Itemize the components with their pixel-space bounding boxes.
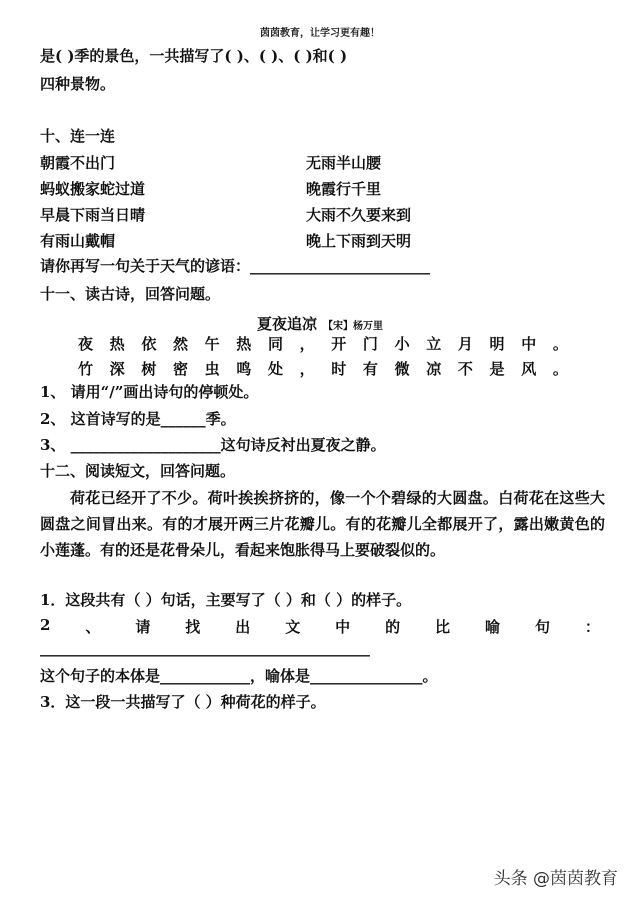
poem-char: 风 [521,360,537,378]
reading-paragraph: 荷花已经开了不少。荷叶挨挨挤挤的，像一个个碧绿的大圆盘。白荷花在这些大圆盘之间冒出来。有的才展开两三片花瓣儿。有的花瓣儿全都展开了，露出嫩黄色的小莲蓬。有的还是花骨朵儿，看起来饱胀得马上要破裂似的。 [40,489,605,559]
q2-char: 出 [235,618,251,636]
watermark: 头条 @茵茵教育 [493,869,618,889]
poem-char: 是 [489,360,505,378]
poem-char: 不 [457,360,473,378]
section-10-title: 十、连一连 [40,127,116,145]
intro-line-1: 是( )季的景色，一共描写了( )、( )、( )和( ) [40,47,348,65]
poem-char: 。 [552,360,568,378]
poem-question-3: 3、 ____________________这句诗反衬出夏夜之静。 [40,436,386,454]
poem-char: 门 [362,335,378,353]
poem-char: 夜 [78,335,94,353]
intro-line-2: 四种景物。 [40,75,116,93]
reading-question-1: 1．这段共有（ ）句话，主要写了（ ）和（ ）的样子。 [40,591,412,609]
reading-question-3: 3．这一段一共描写了（ ）种荷花的样子。 [40,693,326,711]
poem-title [0,313,640,334]
poem-question-1: 1、 请用“/”画出诗句的停顿处。 [40,383,259,401]
poem-char: 热 [236,335,252,353]
poem-char: 午 [204,335,220,353]
poem-char: ， [299,360,315,378]
q2-char: 请 [135,618,151,636]
poem-question-2: 2、 这首诗写的是______季。 [40,410,236,428]
poem-char: 立 [426,335,442,353]
poem-char: 月 [457,335,473,353]
poem-char: 明 [489,335,505,353]
match-right-4: 晚上下雨到天明 [306,232,412,250]
match-left-2: 蚂蚁搬家蛇过道 [40,180,146,198]
poem-char: 微 [394,360,410,378]
poem-char: 然 [172,335,188,353]
poem-char: 鸣 [236,360,252,378]
reading-question-2-sub: 这个句子的本体是____________，喻体是_______________。 [40,667,438,685]
poem-char: 密 [172,360,188,378]
match-left-4: 有雨山戴帽 [40,232,116,250]
poem-title-text: 夏夜追凉 [256,315,317,333]
poem-char: 竹 [78,360,94,378]
q2-char: 文 [285,618,301,636]
poem-char: 虫 [204,360,220,378]
poem-char: 有 [362,360,378,378]
poem-char: ， [299,335,315,353]
q2-char: 找 [185,618,201,636]
match-right-1: 无雨半山腰 [306,154,382,172]
poem-char: 中 [521,335,537,353]
reading-question-2 [40,616,600,637]
q2-char: 中 [335,618,351,636]
poem-char: 开 [331,335,347,353]
q2-char: 句 [534,618,550,636]
match-right-2: 晚霞行千里 [306,180,382,198]
poem-char: 时 [331,360,347,378]
poem-char: 处 [267,360,283,378]
match-left-3: 早晨下雨当日晴 [40,206,146,224]
poem-char: 小 [394,335,410,353]
q2-char: ： [584,618,600,636]
answer-line: ____________________________________________ [40,639,370,657]
q2-char: 的 [385,618,401,636]
match-left-1: 朝霞不出门 [40,154,116,172]
page-header: 茵茵教育，让学习更有趣！ [260,28,380,39]
poem-char: 深 [109,360,125,378]
poem-char: 凉 [426,360,442,378]
poem-char: 树 [141,360,157,378]
match-right-3: 大雨不久要来到 [306,206,412,224]
poem-line-1 [78,333,568,354]
poem-line-2 [78,358,568,379]
q2-char: 、 [85,618,101,636]
proverb-prompt: 请你再写一句关于天气的谚语：________________________ [40,257,431,275]
poem-author: 【宋】杨万里 [323,321,383,332]
poem-char: 。 [552,335,568,353]
poem-char: 热 [109,335,125,353]
section-12-title: 十二、阅读短文，回答问题。 [40,462,236,480]
q2-char: 2 [40,616,51,634]
q2-char: 比 [435,618,451,636]
section-11-title: 十一、读古诗，回答问题。 [40,285,221,303]
q2-char: 喻 [485,618,501,636]
poem-char: 依 [141,335,157,353]
poem-char: 同 [267,335,283,353]
